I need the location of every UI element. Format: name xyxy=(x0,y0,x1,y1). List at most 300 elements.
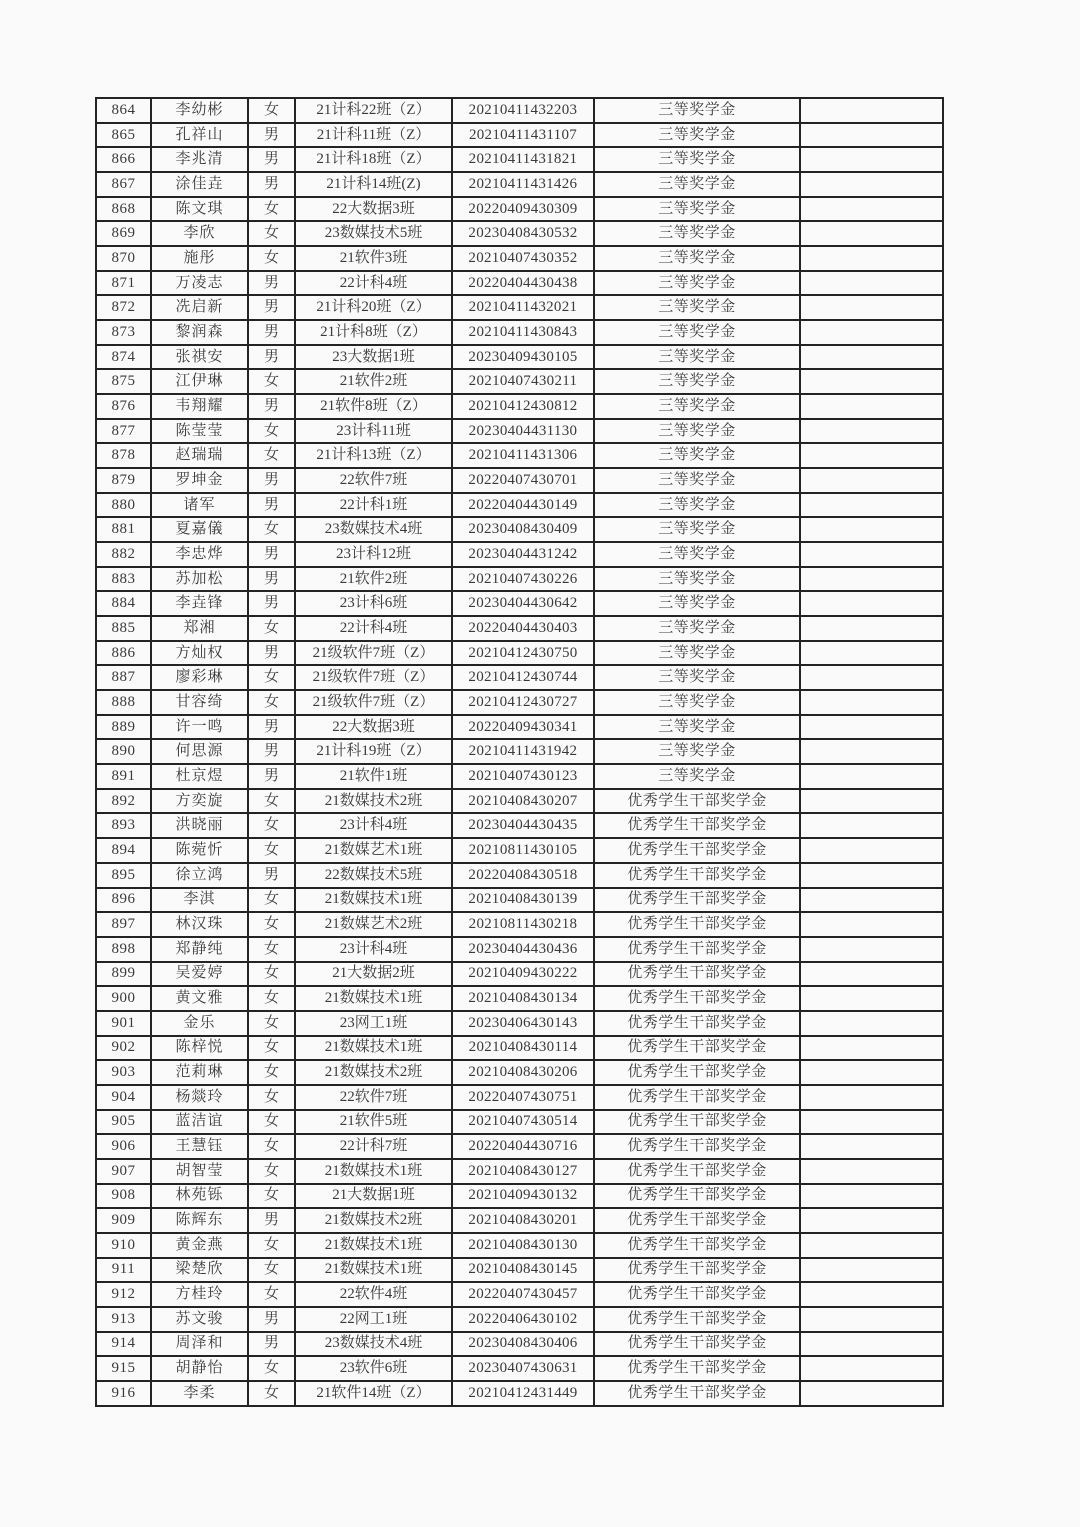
cell-student-id: 20230408430409 xyxy=(452,517,594,542)
table-row xyxy=(96,616,943,641)
cell-student-name: 孔祥山 xyxy=(151,123,248,148)
cell-remark-empty xyxy=(800,591,943,616)
cell-class: 21大数据1班 xyxy=(295,1184,452,1209)
cell-class: 21数媒技术1班 xyxy=(295,888,452,913)
cell-award-type: 优秀学生干部奖学金 xyxy=(594,1356,800,1381)
cell-student-name: 郑静纯 xyxy=(151,937,248,962)
cell-student-name: 林苑铄 xyxy=(151,1184,248,1209)
table-row xyxy=(96,912,943,937)
cell-remark-empty xyxy=(800,394,943,419)
cell-remark-empty xyxy=(800,1036,943,1061)
table-row xyxy=(96,962,943,987)
cell-remark-empty xyxy=(800,1159,943,1184)
cell-row-number: 876 xyxy=(96,394,151,419)
cell-gender: 女 xyxy=(248,443,295,468)
cell-student-name: 杜京煜 xyxy=(151,764,248,789)
cell-student-id: 20220406430102 xyxy=(452,1307,594,1332)
cell-class: 21软件2班 xyxy=(295,567,452,592)
cell-student-name: 何思源 xyxy=(151,739,248,764)
cell-remark-empty xyxy=(800,567,943,592)
cell-class: 21计科14班(Z) xyxy=(295,172,452,197)
cell-gender: 女 xyxy=(248,937,295,962)
cell-class: 23大数据1班 xyxy=(295,345,452,370)
cell-student-name: 施彤 xyxy=(151,246,248,271)
table-row xyxy=(96,739,943,764)
cell-row-number: 878 xyxy=(96,443,151,468)
cell-remark-empty xyxy=(800,1307,943,1332)
table-row xyxy=(96,1011,943,1036)
cell-gender: 男 xyxy=(248,320,295,345)
cell-student-id: 20220404430716 xyxy=(452,1134,594,1159)
cell-class: 21软件14班（Z） xyxy=(295,1381,452,1406)
cell-award-type: 优秀学生干部奖学金 xyxy=(594,986,800,1011)
cell-gender: 男 xyxy=(248,345,295,370)
table-row xyxy=(96,1060,943,1085)
cell-award-type: 优秀学生干部奖学金 xyxy=(594,1208,800,1233)
table-row xyxy=(96,221,943,246)
cell-student-id: 20230408430532 xyxy=(452,221,594,246)
cell-student-name: 陈辉东 xyxy=(151,1208,248,1233)
cell-award-type: 优秀学生干部奖学金 xyxy=(594,1085,800,1110)
cell-award-type: 三等奖学金 xyxy=(594,98,800,123)
cell-remark-empty xyxy=(800,172,943,197)
cell-row-number: 897 xyxy=(96,912,151,937)
cell-student-name: 涂佳垚 xyxy=(151,172,248,197)
cell-gender: 男 xyxy=(248,172,295,197)
cell-student-name: 赵瑞瑞 xyxy=(151,443,248,468)
cell-row-number: 913 xyxy=(96,1307,151,1332)
cell-remark-empty xyxy=(800,641,943,666)
cell-remark-empty xyxy=(800,1356,943,1381)
table-row xyxy=(96,246,943,271)
cell-row-number: 880 xyxy=(96,493,151,518)
cell-remark-empty xyxy=(800,1258,943,1283)
cell-remark-empty xyxy=(800,888,943,913)
cell-award-type: 三等奖学金 xyxy=(594,419,800,444)
cell-student-id: 20220409430309 xyxy=(452,197,594,222)
cell-award-type: 三等奖学金 xyxy=(594,591,800,616)
cell-class: 21数媒技术2班 xyxy=(295,1208,452,1233)
cell-row-number: 872 xyxy=(96,295,151,320)
cell-student-id: 20210412430727 xyxy=(452,690,594,715)
cell-student-id: 20230406430143 xyxy=(452,1011,594,1036)
cell-remark-empty xyxy=(800,937,943,962)
cell-remark-empty xyxy=(800,863,943,888)
cell-gender: 女 xyxy=(248,1356,295,1381)
table-row xyxy=(96,197,943,222)
cell-student-id: 20210409430132 xyxy=(452,1184,594,1209)
cell-student-id: 20230407430631 xyxy=(452,1356,594,1381)
table-row xyxy=(96,986,943,1011)
cell-class: 21软件8班（Z） xyxy=(295,394,452,419)
table-row xyxy=(96,123,943,148)
table-row xyxy=(96,937,943,962)
cell-class: 22软件7班 xyxy=(295,468,452,493)
cell-row-number: 904 xyxy=(96,1085,151,1110)
cell-class: 21数媒技术1班 xyxy=(295,1036,452,1061)
cell-student-id: 20220404430438 xyxy=(452,271,594,296)
cell-remark-empty xyxy=(800,1233,943,1258)
cell-student-name: 徐立鸿 xyxy=(151,863,248,888)
table-row xyxy=(96,295,943,320)
cell-class: 21软件1班 xyxy=(295,764,452,789)
table-row xyxy=(96,394,943,419)
cell-class: 21计科11班（Z） xyxy=(295,123,452,148)
cell-gender: 男 xyxy=(248,468,295,493)
cell-remark-empty xyxy=(800,493,943,518)
cell-class: 22计科7班 xyxy=(295,1134,452,1159)
cell-remark-empty xyxy=(800,147,943,172)
cell-class: 21软件2班 xyxy=(295,369,452,394)
table-row xyxy=(96,1381,943,1406)
cell-row-number: 873 xyxy=(96,320,151,345)
cell-student-name: 黄金燕 xyxy=(151,1233,248,1258)
cell-award-type: 三等奖学金 xyxy=(594,394,800,419)
cell-row-number: 865 xyxy=(96,123,151,148)
cell-row-number: 914 xyxy=(96,1332,151,1357)
cell-gender: 女 xyxy=(248,690,295,715)
cell-student-id: 20210412430750 xyxy=(452,641,594,666)
cell-gender: 男 xyxy=(248,123,295,148)
cell-student-id: 20210407430211 xyxy=(452,369,594,394)
cell-remark-empty xyxy=(800,419,943,444)
cell-class: 21计科18班（Z） xyxy=(295,147,452,172)
cell-gender: 男 xyxy=(248,147,295,172)
cell-class: 22数媒技术5班 xyxy=(295,863,452,888)
cell-student-id: 20210411431107 xyxy=(452,123,594,148)
cell-row-number: 887 xyxy=(96,665,151,690)
cell-row-number: 903 xyxy=(96,1060,151,1085)
cell-gender: 女 xyxy=(248,1159,295,1184)
cell-award-type: 三等奖学金 xyxy=(594,567,800,592)
cell-class: 23计科6班 xyxy=(295,591,452,616)
cell-award-type: 三等奖学金 xyxy=(594,616,800,641)
cell-remark-empty xyxy=(800,813,943,838)
cell-student-id: 20210811430105 xyxy=(452,838,594,863)
table-row xyxy=(96,567,943,592)
cell-row-number: 893 xyxy=(96,813,151,838)
table-row xyxy=(96,715,943,740)
cell-student-id: 20230408430406 xyxy=(452,1332,594,1357)
cell-gender: 男 xyxy=(248,493,295,518)
cell-row-number: 879 xyxy=(96,468,151,493)
cell-row-number: 869 xyxy=(96,221,151,246)
table-row xyxy=(96,789,943,814)
cell-student-id: 20210408430127 xyxy=(452,1159,594,1184)
cell-student-name: 方奕旋 xyxy=(151,789,248,814)
table-row xyxy=(96,813,943,838)
cell-student-id: 20210409430222 xyxy=(452,962,594,987)
cell-student-name: 吴爱婷 xyxy=(151,962,248,987)
cell-class: 21数媒技术1班 xyxy=(295,1258,452,1283)
cell-student-name: 李淇 xyxy=(151,888,248,913)
cell-class: 21数媒技术1班 xyxy=(295,1233,452,1258)
cell-award-type: 三等奖学金 xyxy=(594,641,800,666)
cell-award-type: 三等奖学金 xyxy=(594,690,800,715)
cell-remark-empty xyxy=(800,838,943,863)
cell-student-id: 20210408430145 xyxy=(452,1258,594,1283)
cell-student-name: 苏文骏 xyxy=(151,1307,248,1332)
cell-award-type: 优秀学生干部奖学金 xyxy=(594,1282,800,1307)
cell-class: 21数媒技术2班 xyxy=(295,1060,452,1085)
table-row xyxy=(96,320,943,345)
cell-award-type: 三等奖学金 xyxy=(594,542,800,567)
cell-gender: 女 xyxy=(248,221,295,246)
cell-gender: 男 xyxy=(248,295,295,320)
cell-class: 22网工1班 xyxy=(295,1307,452,1332)
cell-award-type: 优秀学生干部奖学金 xyxy=(594,888,800,913)
cell-remark-empty xyxy=(800,197,943,222)
cell-student-id: 20210412430812 xyxy=(452,394,594,419)
cell-gender: 男 xyxy=(248,863,295,888)
cell-award-type: 三等奖学金 xyxy=(594,764,800,789)
cell-student-name: 韦翔耀 xyxy=(151,394,248,419)
cell-remark-empty xyxy=(800,764,943,789)
table-row xyxy=(96,271,943,296)
cell-award-type: 三等奖学金 xyxy=(594,665,800,690)
cell-student-name: 冼启新 xyxy=(151,295,248,320)
cell-student-id: 20230404430642 xyxy=(452,591,594,616)
cell-award-type: 三等奖学金 xyxy=(594,221,800,246)
cell-student-name: 金乐 xyxy=(151,1011,248,1036)
cell-row-number: 867 xyxy=(96,172,151,197)
cell-student-name: 梁楚欣 xyxy=(151,1258,248,1283)
cell-student-id: 20220407430751 xyxy=(452,1085,594,1110)
cell-row-number: 916 xyxy=(96,1381,151,1406)
cell-gender: 女 xyxy=(248,197,295,222)
cell-gender: 女 xyxy=(248,1258,295,1283)
cell-student-id: 20210411431426 xyxy=(452,172,594,197)
cell-row-number: 906 xyxy=(96,1134,151,1159)
cell-row-number: 899 xyxy=(96,962,151,987)
cell-remark-empty xyxy=(800,1332,943,1357)
cell-student-name: 罗坤金 xyxy=(151,468,248,493)
cell-gender: 女 xyxy=(248,517,295,542)
cell-gender: 女 xyxy=(248,1011,295,1036)
cell-student-name: 洪晓丽 xyxy=(151,813,248,838)
table-row xyxy=(96,468,943,493)
cell-student-name: 陈文琪 xyxy=(151,197,248,222)
cell-award-type: 优秀学生干部奖学金 xyxy=(594,1307,800,1332)
cell-remark-empty xyxy=(800,1208,943,1233)
cell-student-id: 20220404430149 xyxy=(452,493,594,518)
cell-gender: 女 xyxy=(248,616,295,641)
cell-gender: 女 xyxy=(248,665,295,690)
cell-remark-empty xyxy=(800,789,943,814)
cell-remark-empty xyxy=(800,1110,943,1135)
cell-student-name: 范莉琳 xyxy=(151,1060,248,1085)
cell-row-number: 889 xyxy=(96,715,151,740)
cell-student-id: 20230404431130 xyxy=(452,419,594,444)
cell-student-name: 胡智莹 xyxy=(151,1159,248,1184)
table-row xyxy=(96,1307,943,1332)
cell-gender: 男 xyxy=(248,591,295,616)
cell-class: 22大数据3班 xyxy=(295,197,452,222)
table-row xyxy=(96,542,943,567)
cell-student-id: 20210411431306 xyxy=(452,443,594,468)
cell-award-type: 优秀学生干部奖学金 xyxy=(594,863,800,888)
cell-student-id: 20230404430436 xyxy=(452,937,594,962)
cell-row-number: 896 xyxy=(96,888,151,913)
table-row xyxy=(96,1233,943,1258)
cell-award-type: 优秀学生干部奖学金 xyxy=(594,912,800,937)
cell-student-name: 王慧钰 xyxy=(151,1134,248,1159)
table-row xyxy=(96,1134,943,1159)
cell-award-type: 三等奖学金 xyxy=(594,320,800,345)
cell-remark-empty xyxy=(800,517,943,542)
cell-student-name: 许一鸣 xyxy=(151,715,248,740)
cell-award-type: 三等奖学金 xyxy=(594,172,800,197)
cell-student-name: 方灿权 xyxy=(151,641,248,666)
cell-class: 23计科4班 xyxy=(295,937,452,962)
table-body xyxy=(96,98,943,1406)
cell-remark-empty xyxy=(800,715,943,740)
cell-remark-empty xyxy=(800,369,943,394)
cell-award-type: 优秀学生干部奖学金 xyxy=(594,838,800,863)
cell-student-name: 李柔 xyxy=(151,1381,248,1406)
cell-class: 21数媒艺术2班 xyxy=(295,912,452,937)
cell-student-name: 李兆清 xyxy=(151,147,248,172)
table-row xyxy=(96,369,943,394)
cell-class: 22软件7班 xyxy=(295,1085,452,1110)
cell-remark-empty xyxy=(800,665,943,690)
cell-student-name: 陈莹莹 xyxy=(151,419,248,444)
cell-row-number: 898 xyxy=(96,937,151,962)
cell-class: 21级软件7班（Z） xyxy=(295,690,452,715)
cell-remark-empty xyxy=(800,1381,943,1406)
cell-award-type: 优秀学生干部奖学金 xyxy=(594,937,800,962)
cell-gender: 女 xyxy=(248,419,295,444)
cell-award-type: 优秀学生干部奖学金 xyxy=(594,1332,800,1357)
cell-gender: 女 xyxy=(248,986,295,1011)
cell-award-type: 三等奖学金 xyxy=(594,468,800,493)
cell-student-name: 方桂玲 xyxy=(151,1282,248,1307)
cell-student-name: 江伊琳 xyxy=(151,369,248,394)
cell-award-type: 优秀学生干部奖学金 xyxy=(594,1184,800,1209)
cell-student-id: 20230404430435 xyxy=(452,813,594,838)
cell-award-type: 三等奖学金 xyxy=(594,739,800,764)
cell-award-type: 优秀学生干部奖学金 xyxy=(594,789,800,814)
table-row xyxy=(96,641,943,666)
cell-class: 23计科4班 xyxy=(295,813,452,838)
cell-class: 21计科22班（Z） xyxy=(295,98,452,123)
table-row xyxy=(96,147,943,172)
cell-student-id: 20220407430457 xyxy=(452,1282,594,1307)
cell-student-name: 郑湘 xyxy=(151,616,248,641)
cell-class: 21计科20班（Z） xyxy=(295,295,452,320)
cell-row-number: 877 xyxy=(96,419,151,444)
table-row xyxy=(96,1208,943,1233)
cell-student-id: 20210408430207 xyxy=(452,789,594,814)
table-row xyxy=(96,863,943,888)
scholarship-table xyxy=(95,97,944,1407)
cell-student-name: 杨燚玲 xyxy=(151,1085,248,1110)
cell-row-number: 881 xyxy=(96,517,151,542)
cell-remark-empty xyxy=(800,468,943,493)
cell-row-number: 905 xyxy=(96,1110,151,1135)
cell-award-type: 优秀学生干部奖学金 xyxy=(594,1381,800,1406)
cell-row-number: 874 xyxy=(96,345,151,370)
cell-gender: 男 xyxy=(248,715,295,740)
cell-row-number: 900 xyxy=(96,986,151,1011)
cell-award-type: 优秀学生干部奖学金 xyxy=(594,1159,800,1184)
cell-gender: 女 xyxy=(248,1282,295,1307)
cell-student-name: 林汉珠 xyxy=(151,912,248,937)
cell-award-type: 三等奖学金 xyxy=(594,369,800,394)
cell-gender: 女 xyxy=(248,838,295,863)
cell-row-number: 910 xyxy=(96,1233,151,1258)
cell-row-number: 892 xyxy=(96,789,151,814)
cell-gender: 女 xyxy=(248,962,295,987)
cell-student-name: 诸军 xyxy=(151,493,248,518)
cell-class: 21软件5班 xyxy=(295,1110,452,1135)
cell-gender: 女 xyxy=(248,1036,295,1061)
cell-row-number: 871 xyxy=(96,271,151,296)
cell-award-type: 三等奖学金 xyxy=(594,715,800,740)
cell-class: 22大数据3班 xyxy=(295,715,452,740)
cell-row-number: 882 xyxy=(96,542,151,567)
cell-gender: 男 xyxy=(248,394,295,419)
cell-remark-empty xyxy=(800,1282,943,1307)
cell-award-type: 优秀学生干部奖学金 xyxy=(594,962,800,987)
cell-row-number: 875 xyxy=(96,369,151,394)
cell-row-number: 868 xyxy=(96,197,151,222)
cell-student-id: 20210408430114 xyxy=(452,1036,594,1061)
table-row xyxy=(96,690,943,715)
cell-student-name: 陈菀忻 xyxy=(151,838,248,863)
cell-row-number: 890 xyxy=(96,739,151,764)
cell-remark-empty xyxy=(800,542,943,567)
cell-row-number: 866 xyxy=(96,147,151,172)
cell-row-number: 888 xyxy=(96,690,151,715)
cell-student-id: 20220408430518 xyxy=(452,863,594,888)
cell-gender: 女 xyxy=(248,1381,295,1406)
cell-row-number: 907 xyxy=(96,1159,151,1184)
cell-student-id: 20210407430123 xyxy=(452,764,594,789)
cell-gender: 女 xyxy=(248,1085,295,1110)
table-row xyxy=(96,1356,943,1381)
cell-class: 21大数据2班 xyxy=(295,962,452,987)
table-row xyxy=(96,665,943,690)
cell-gender: 女 xyxy=(248,1060,295,1085)
cell-gender: 女 xyxy=(248,888,295,913)
cell-class: 23网工1班 xyxy=(295,1011,452,1036)
table-row xyxy=(96,1110,943,1135)
cell-remark-empty xyxy=(800,739,943,764)
cell-remark-empty xyxy=(800,246,943,271)
cell-gender: 男 xyxy=(248,1208,295,1233)
table-row xyxy=(96,1036,943,1061)
cell-award-type: 三等奖学金 xyxy=(594,271,800,296)
cell-row-number: 909 xyxy=(96,1208,151,1233)
cell-row-number: 912 xyxy=(96,1282,151,1307)
cell-student-id: 20230409430105 xyxy=(452,345,594,370)
cell-gender: 女 xyxy=(248,1184,295,1209)
cell-gender: 女 xyxy=(248,789,295,814)
table-row xyxy=(96,1085,943,1110)
cell-student-id: 20210412431449 xyxy=(452,1381,594,1406)
cell-remark-empty xyxy=(800,98,943,123)
cell-student-name: 陈梓悦 xyxy=(151,1036,248,1061)
cell-award-type: 优秀学生干部奖学金 xyxy=(594,813,800,838)
cell-remark-empty xyxy=(800,123,943,148)
cell-student-id: 20210411431942 xyxy=(452,739,594,764)
table-row xyxy=(96,591,943,616)
cell-gender: 男 xyxy=(248,739,295,764)
cell-remark-empty xyxy=(800,962,943,987)
cell-class: 22计科4班 xyxy=(295,616,452,641)
cell-student-id: 20220404430403 xyxy=(452,616,594,641)
